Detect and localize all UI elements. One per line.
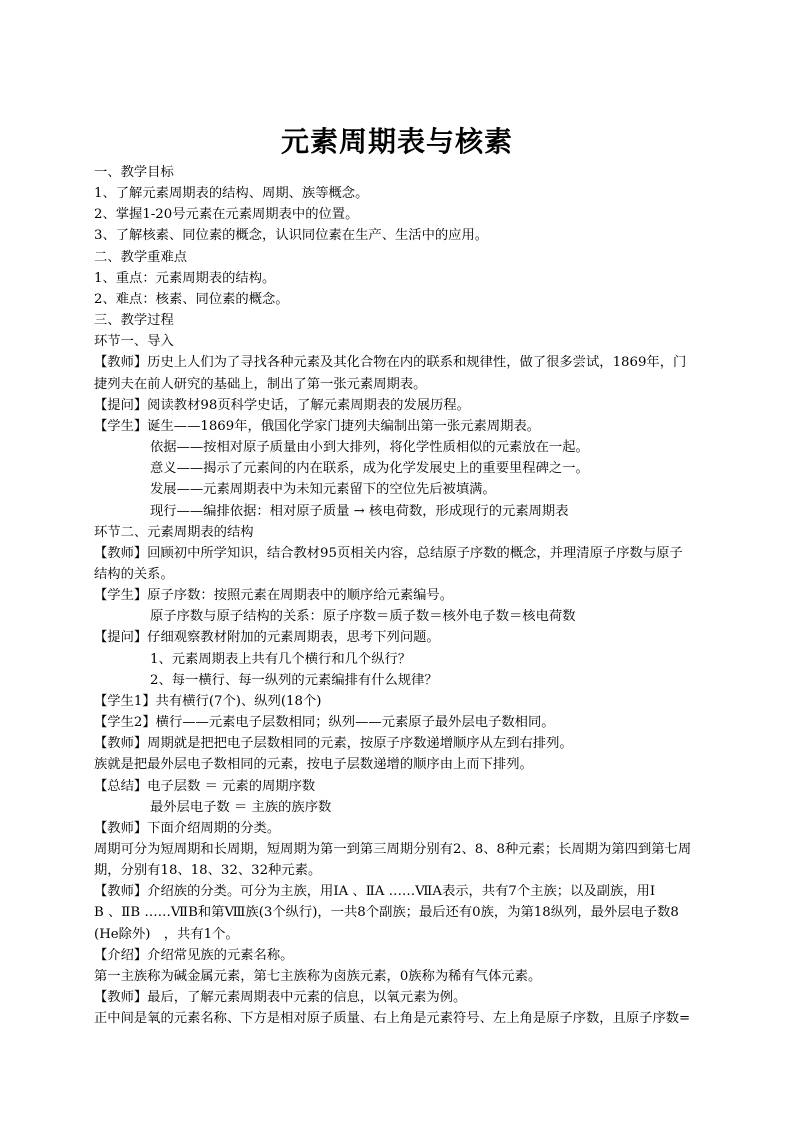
text-line: 捷列夫在前人研究的基础上，制出了第一张元素周期表。 bbox=[94, 376, 427, 392]
text-line: 【学生】原子序数：按照元素在周期表中的顺序给元素编号。 bbox=[94, 588, 454, 604]
text-line: 【学生】诞生——1869年，俄国化学家门捷列夫编制出第一张元素周期表。 bbox=[94, 418, 541, 434]
text-line-indented: 2、每一横行、每一纵列的元素编排有什么规律？ bbox=[150, 672, 438, 688]
text-line: 3、了解核素、同位素的概念，认识同位素在生产、生活中的应用。 bbox=[94, 228, 489, 244]
text-line: 周期可分为短周期和长周期，短周期为第一到第三周期分别有2、8、8种元素；长周期为第四到第七周 bbox=[94, 842, 692, 857]
text-line: 结构的关系。 bbox=[94, 566, 174, 582]
text-line: (He除外) ，共有1个。 bbox=[94, 926, 239, 942]
text-line-indented: 依据——按相对原子质量由小到大排列，将化学性质相似的元素放在一起。 bbox=[150, 440, 589, 456]
text-line: 【教师】最后，了解元素周期表中元素的信息，以氧元素为例。 bbox=[94, 990, 467, 1006]
text-line-indented: 原子序数与原子结构的关系：原子序数＝质子数＝核外电子数＝核电荷数 bbox=[150, 609, 576, 625]
text-line: 【介绍】介绍常见族的元素名称。 bbox=[94, 947, 294, 963]
section-heading: 一、教学目标 bbox=[94, 165, 174, 180]
text-line: 【学生1】共有横行(7个)、纵列(18个) bbox=[94, 693, 322, 709]
text-line: 【教师】周期就是把把电子层数相同的元素，按原子序数递增顺序从左到右排列。 bbox=[94, 736, 573, 752]
text-line-indented: 发展——元素周期表中为未知元素留下的空位先后被填满。 bbox=[150, 482, 496, 498]
text-line-indented: 1、元素周期表上共有几个横行和几个纵行？ bbox=[150, 651, 412, 667]
document-title: 元素周期表与核素 bbox=[280, 125, 513, 158]
text-line: 2、掌握1-20号元素在元素周期表中的位置。 bbox=[94, 207, 359, 223]
text-line: 【学生2】横行——元素电子层数相同；纵列——元素原子最外层电子数相同。 bbox=[94, 715, 555, 731]
section-heading: 二、教学重难点 bbox=[94, 249, 188, 265]
text-line: 第一主族称为碱金属元素，第七主族称为卤族元素，0族称为稀有气体元素。 bbox=[94, 968, 542, 984]
text-line: 2、难点：核素、同位素的概念。 bbox=[94, 291, 289, 307]
text-line: 族就是把最外层电子数相同的元素，按电子层数递增的顺序由上而下排列。 bbox=[94, 757, 533, 773]
text-line: 【教师】介绍族的分类。可分为主族，用ⅠA 、ⅡA ……ⅦA表示，共有7个主族；以及副族，用Ⅰ bbox=[94, 884, 656, 900]
text-line: 【教师】回顾初中所学知识，结合教材95页相关内容，总结原子序数的概念，并理清原子序数与原子 bbox=[94, 545, 683, 561]
text-line: B 、ⅡB ……ⅦB和第Ⅷ族(3个纵行)，一共8个副族；最后还有0族，为第18纵列，最外层电子数8 bbox=[94, 905, 679, 921]
text-line: 【提问】仔细观察教材附加的元素周期表，思考下列问题。 bbox=[94, 630, 440, 646]
text-line: 【总结】电子层数 ＝ 元素的周期序数 bbox=[94, 778, 316, 794]
text-line-indented: 现行——编排依据：相对原子质量 → 核电荷数，形成现行的元素周期表 bbox=[150, 503, 569, 519]
text-line: 1、重点：元素周期表的结构。 bbox=[94, 270, 276, 286]
text-line: 正中间是氧的元素名称、下方是相对原子质量、右上角是元素符号、左上角是原子序数，且原子序数= bbox=[94, 1011, 691, 1027]
subsection-heading: 环节一、导入 bbox=[94, 334, 174, 350]
text-line: 1、了解元素周期表的结构、周期、族等概念。 bbox=[94, 186, 369, 202]
text-line: 【教师】下面介绍周期的分类。 bbox=[94, 820, 281, 836]
text-line-indented: 最外层电子数 ＝ 主族的族序数 bbox=[150, 799, 332, 815]
subsection-heading: 环节二、元素周期表的结构 bbox=[94, 524, 254, 540]
text-line-indented: 意义——揭示了元素间的内在联系，成为化学发展史上的重要里程碑之一。 bbox=[150, 461, 589, 477]
section-heading: 三、教学过程 bbox=[94, 313, 174, 329]
text-line: 期，分别有18、18、32、32种元素。 bbox=[94, 863, 322, 879]
document-body bbox=[94, 162, 724, 1029]
text-line: 【提问】阅读教材98页科学史话，了解元素周期表的发展历程。 bbox=[94, 397, 470, 413]
text-line: 【教师】历史上人们为了寻找各种元素及其化合物在内的联系和规律性，做了很多尝试，1869年，门 bbox=[94, 355, 687, 371]
